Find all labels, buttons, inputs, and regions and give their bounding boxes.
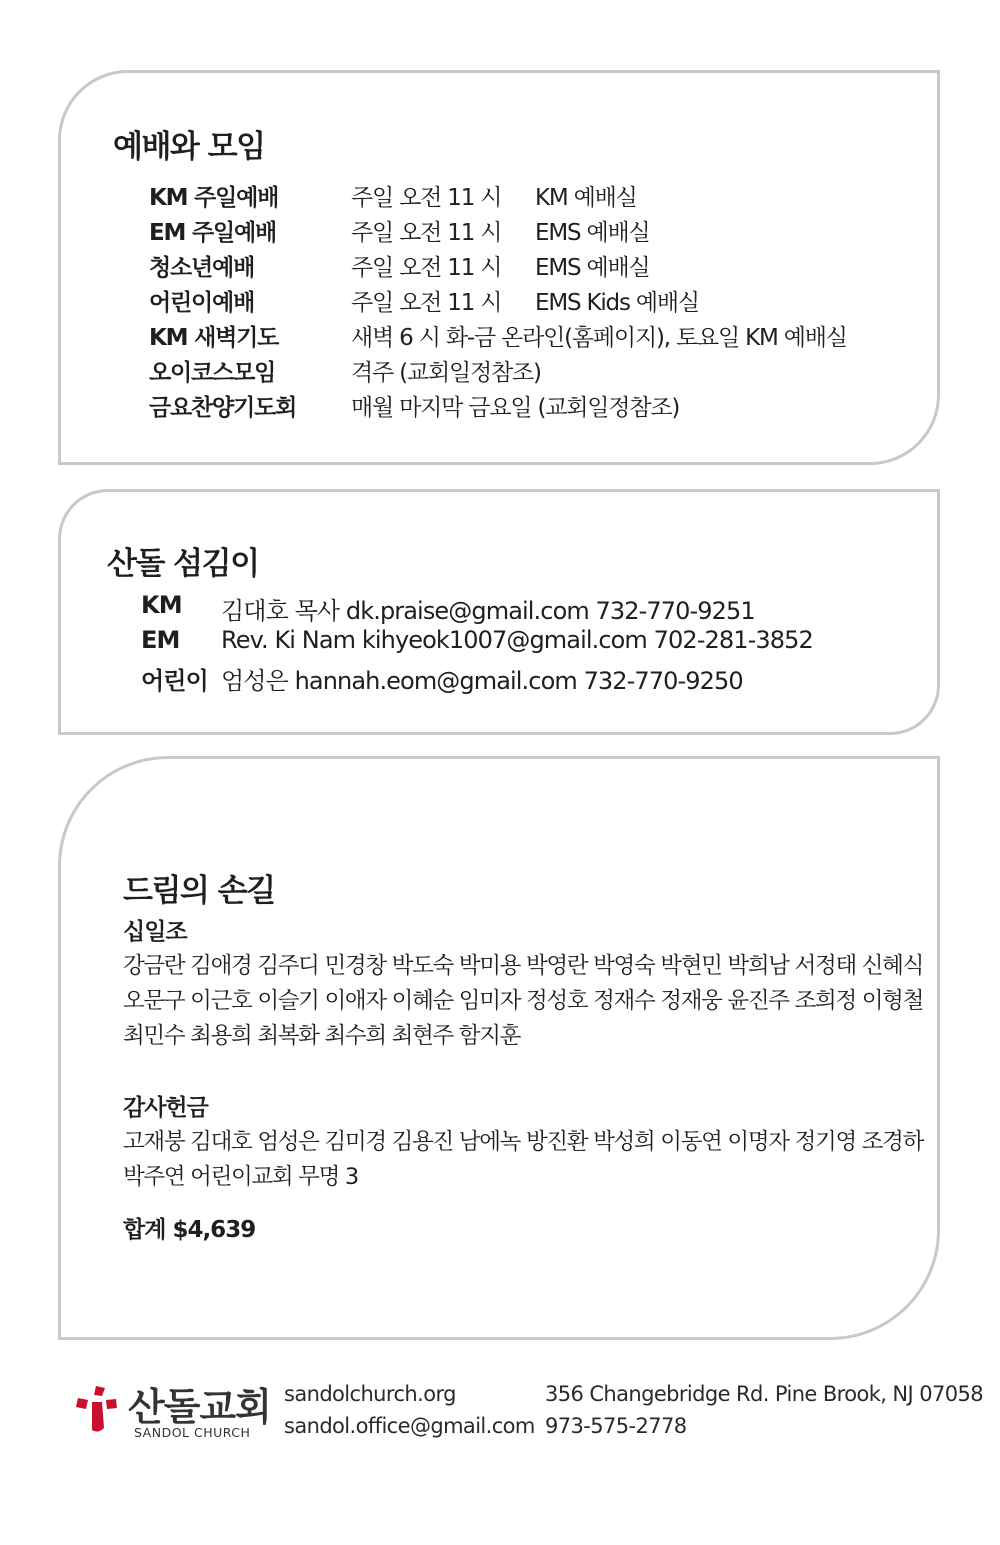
worship-time: 격주 (교회일정참조) xyxy=(351,360,541,386)
worship-name: 금요찬양기도회 xyxy=(149,395,297,421)
tithe-names-line: 오문구 이근호 이슬기 이애자 이혜순 임미자 정성호 정재수 정재웅 윤진주 조희정 이형철 xyxy=(123,988,924,1014)
phone-text: 973-575-2778 xyxy=(545,1414,687,1438)
worship-time: 매월 마지막 금요일 (교회일정참조) xyxy=(351,395,680,421)
servant-info: Rev. Ki Nam kihyeok1007@gmail.com 702-281-3852 xyxy=(221,626,813,654)
servant-dept: KM xyxy=(141,591,182,619)
church-logo-icon xyxy=(72,1384,120,1434)
tithe-names-line: 최민수 최용희 최복화 최수희 최현주 함지훈 xyxy=(123,1023,521,1049)
worship-place: EMS 예배실 xyxy=(535,220,650,246)
website-link[interactable]: sandolchurch.org xyxy=(284,1382,456,1406)
thanks-label: 감사헌금 xyxy=(123,1095,208,1121)
worship-place: EMS 예배실 xyxy=(535,255,650,281)
servant-dept: EM xyxy=(141,626,180,654)
church-logo-korean: 산돌교회 xyxy=(128,1385,271,1429)
footer xyxy=(0,1370,1000,1450)
thanks-names-line: 박주연 어린이교회 무명 3 xyxy=(123,1164,358,1190)
servants-title: 산돌 섬김이 xyxy=(107,546,259,582)
worship-card xyxy=(58,70,940,465)
worship-name: KM 새벽기도 xyxy=(149,325,279,351)
thanks-names-line: 고재붕 김대호 엄성은 김미경 김용진 남에녹 방진환 박성희 이동연 이명자 정기영 조경하 xyxy=(123,1129,924,1155)
servant-dept: 어린이 xyxy=(141,667,208,695)
servants-card xyxy=(58,489,940,735)
worship-name: 오이코스모임 xyxy=(149,360,276,386)
church-logo-english: SANDOL CHURCH xyxy=(134,1425,251,1440)
worship-place: KM 예배실 xyxy=(535,185,637,211)
address-text: 356 Changebridge Rd. Pine Brook, NJ 07058 xyxy=(545,1382,983,1406)
tithe-names-line: 강금란 김애경 김주디 민경창 박도숙 박미용 박영란 박영숙 박현민 박희남 서정태 신혜식 xyxy=(123,953,924,979)
offering-title: 드림의 손길 xyxy=(123,873,275,909)
worship-name: 청소년예배 xyxy=(149,255,255,281)
servant-info: 김대호 목사 dk.praise@gmail.com 732-770-9251 xyxy=(221,597,755,625)
worship-name: EM 주일예배 xyxy=(149,220,277,246)
worship-title: 예배와 모임 xyxy=(113,129,265,165)
tithe-label: 십일조 xyxy=(123,919,187,945)
offering-card xyxy=(58,756,940,1340)
worship-time: 주일 오전 11 시 xyxy=(351,290,502,316)
worship-time: 새벽 6 시 화-금 온라인(홈페이지), 토요일 KM 예배실 xyxy=(351,325,847,351)
worship-name: 어린이예배 xyxy=(149,290,255,316)
worship-time: 주일 오전 11 시 xyxy=(351,220,502,246)
worship-place: EMS Kids 예배실 xyxy=(535,290,699,316)
worship-time: 주일 오전 11 시 xyxy=(351,255,502,281)
offering-total: 합계 $4,639 xyxy=(123,1217,256,1243)
servant-info: 엄성은 hannah.eom@gmail.com 732-770-9250 xyxy=(221,667,743,695)
worship-time: 주일 오전 11 시 xyxy=(351,185,502,211)
email-link[interactable]: sandol.office@gmail.com xyxy=(284,1414,535,1438)
worship-name: KM 주일예배 xyxy=(149,185,279,211)
